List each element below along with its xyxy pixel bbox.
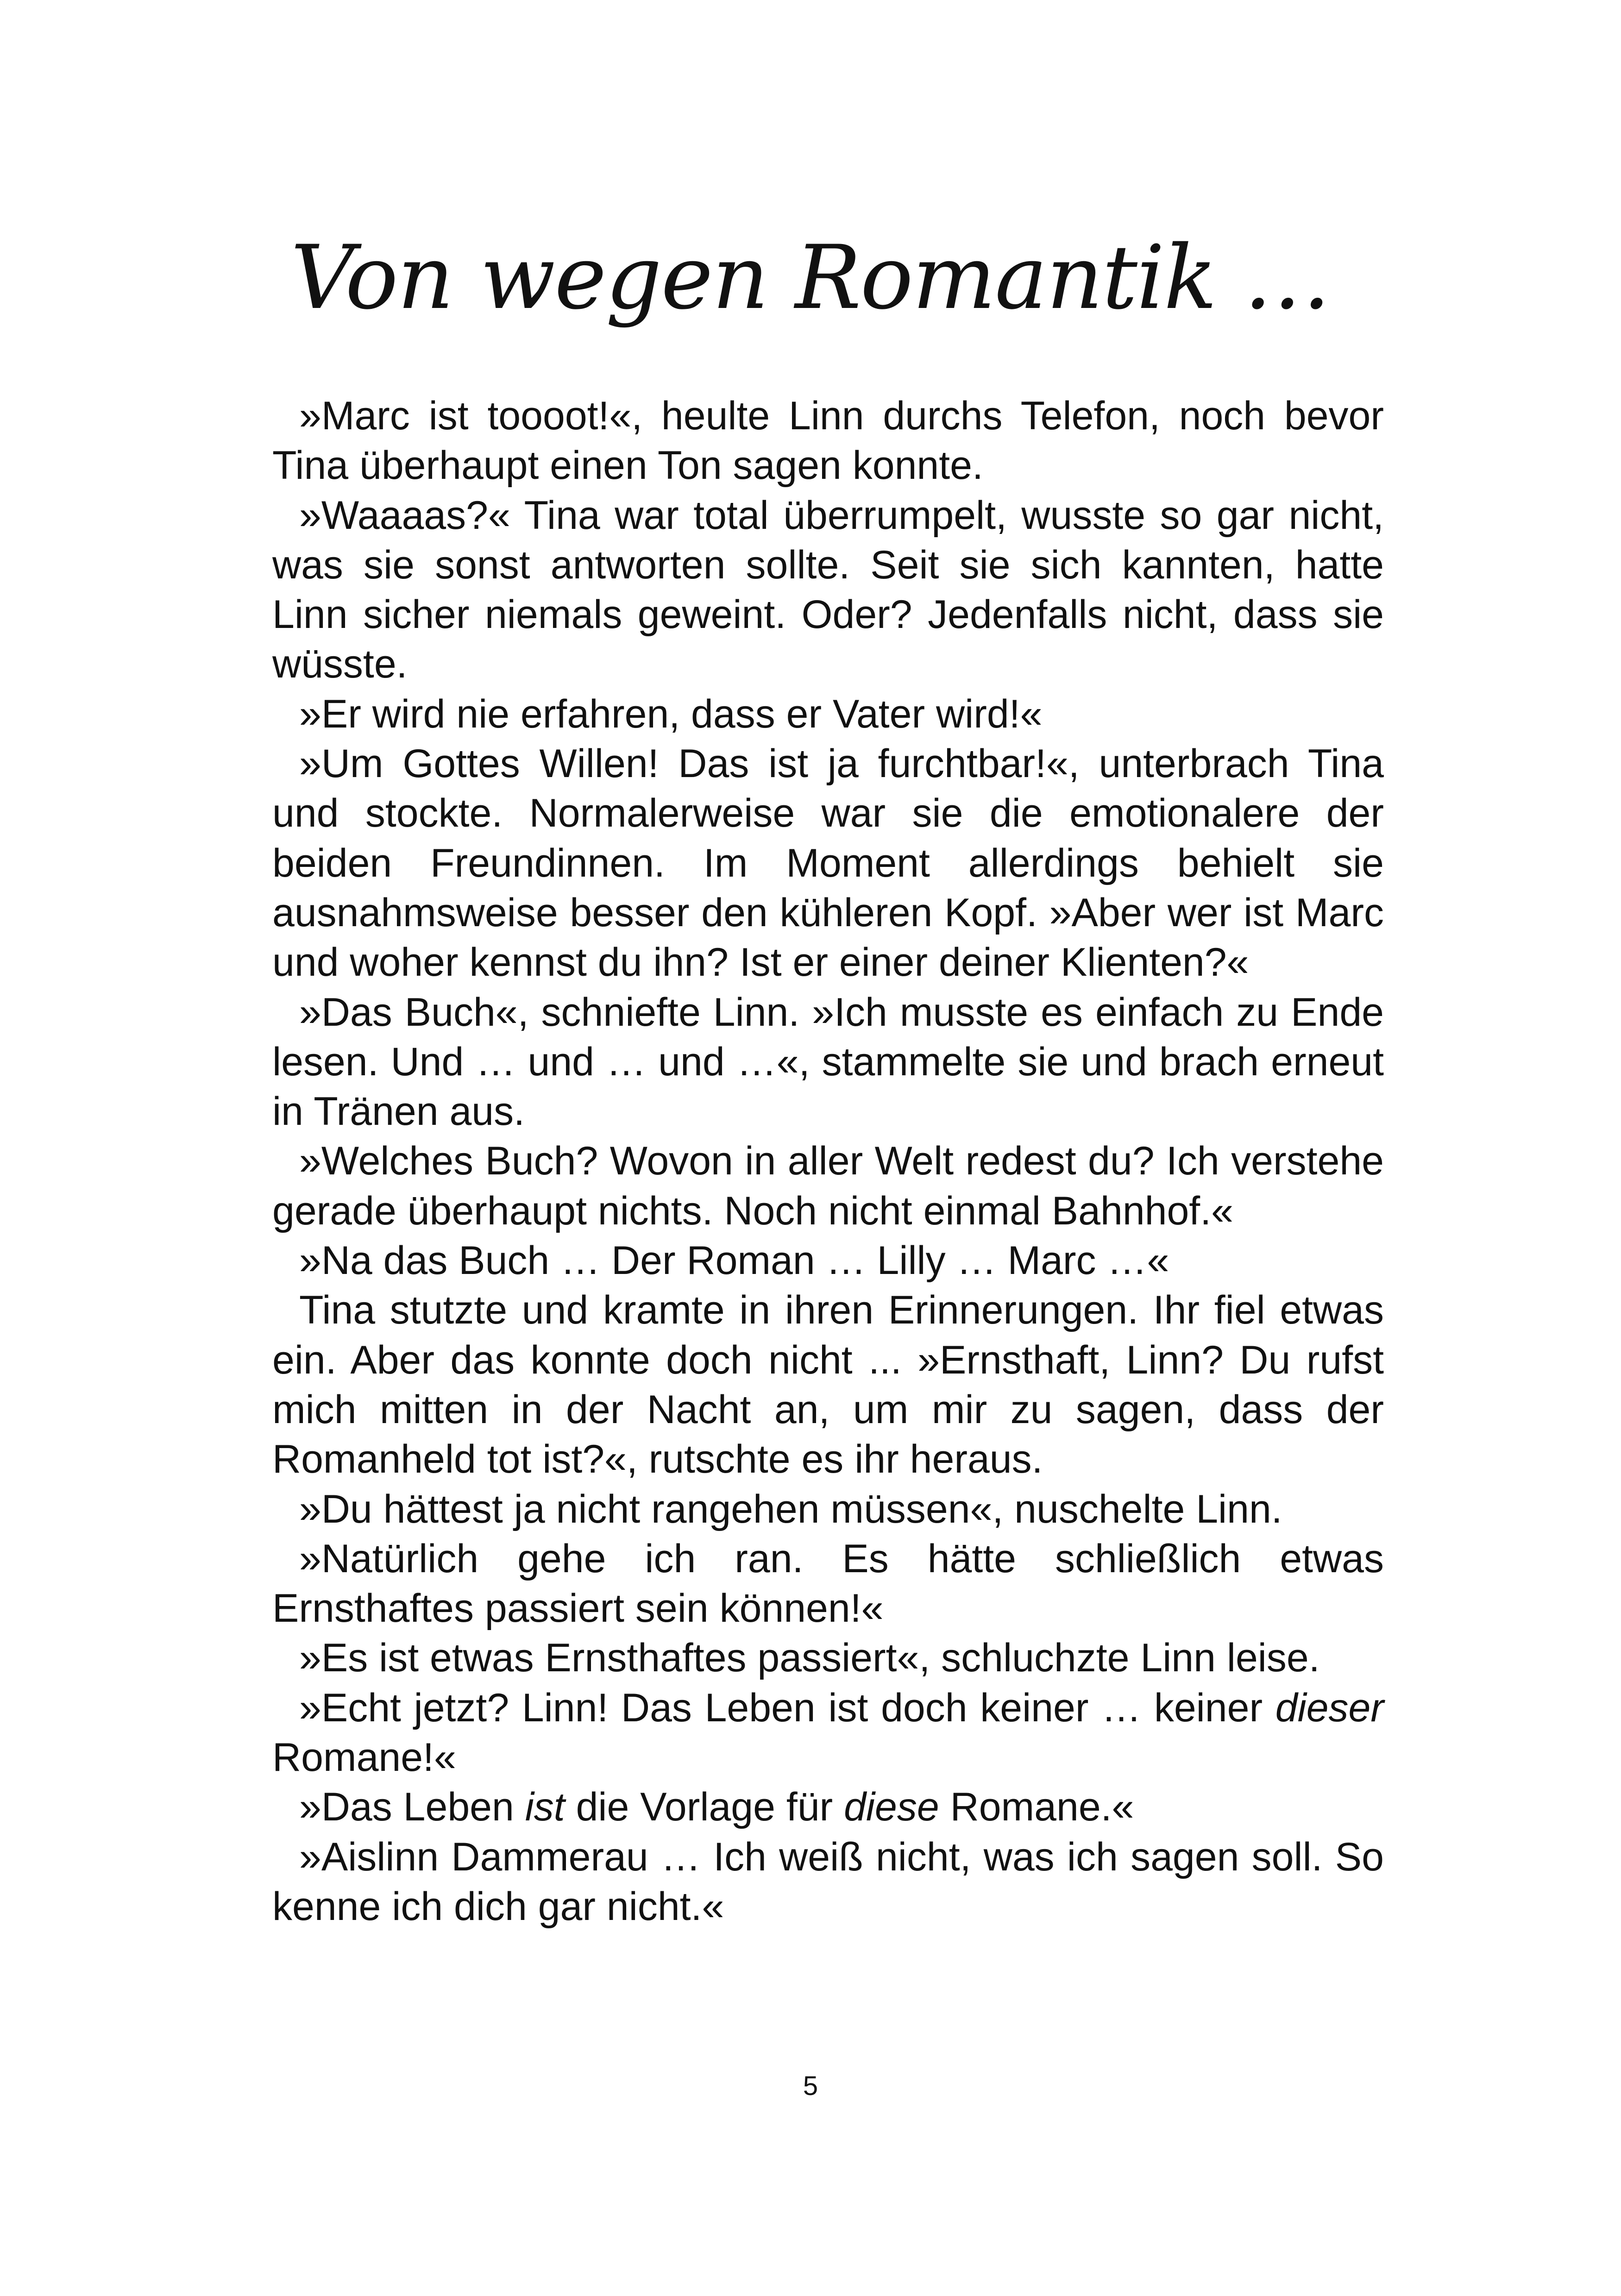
paragraph: [272, 1782, 1384, 1832]
emphasis-text: dieser: [1275, 1685, 1384, 1730]
text-segment: »Na das Buch … Der Roman … Lilly … Marc …«: [299, 1238, 1169, 1283]
emphasis-text: ist: [525, 1785, 565, 1830]
text-segment: »Er wird nie erfahren, dass er Vater wird!«: [299, 691, 1043, 736]
text-segment: »Um Gottes Willen! Das ist ja furchtbar!«, unterbrach Tina und stockte. Normalerweise war sie die emotionalere der beiden Freundinnen. Im Moment allerdings behielt sie ausnahmsweise besser den kühleren Kopf. »Aber wer ist Marc und woher kennst du ihn? Ist er einer deiner Klienten?«: [272, 741, 1384, 985]
text-segment: »Marc ist toooot!«, heulte Linn durchs Telefon, noch bevor Tina überhaupt einen Ton sagen konnte.: [272, 394, 1384, 488]
paragraph: [272, 1485, 1384, 1534]
text-segment: »Waaaas?« Tina war total überrumpelt, wusste so gar nicht, was sie sonst antworten sollte. Seit sie sich kannten, hatte Linn sicher niemals geweint. Oder? Jedenfalls nicht, dass sie wüsste.: [272, 493, 1384, 687]
text-segment: »Aislinn Dammerau … Ich weiß nicht, was ich sagen soll. So kenne ich dich gar nicht.«: [272, 1834, 1384, 1929]
page-number: 5: [803, 2071, 818, 2101]
paragraph: [272, 1683, 1384, 1783]
text-segment: »Du hättest ja nicht rangehen müssen«, nuschelte Linn.: [299, 1487, 1282, 1531]
text-segment: »Es ist etwas Ernsthaftes passiert«, schluchzte Linn leise.: [299, 1636, 1320, 1681]
text-segment: »Echt jetzt? Linn! Das Leben ist doch keiner … keiner: [299, 1685, 1275, 1730]
paragraph: [272, 391, 1384, 491]
text-segment: die Vorlage für: [565, 1785, 844, 1830]
text-segment: Romane!«: [272, 1735, 456, 1780]
text-segment: »Das Buch«, schniefte Linn. »Ich musste es einfach zu Ende lesen. Und … und … und …«, stammelte sie und brach erneut in Tränen aus.: [272, 990, 1384, 1134]
emphasis-text: diese: [844, 1785, 939, 1830]
paragraph: [272, 491, 1384, 690]
paragraph: [272, 1534, 1384, 1634]
chapter-body: [272, 391, 1384, 1932]
paragraph: [272, 988, 1384, 1137]
paragraph: [272, 690, 1384, 739]
text-segment: »Das Leben: [299, 1785, 525, 1830]
paragraph: [272, 1633, 1384, 1683]
paragraph: [272, 1236, 1384, 1286]
text-segment: »Welches Buch? Wovon in aller Welt redest du? Ich verstehe gerade überhaupt nichts. Noch nicht einmal Bahnhof.«: [272, 1139, 1384, 1233]
text-segment: Tina stutzte und kramte in ihren Erinnerungen. Ihr fiel etwas ein. Aber das konnte doch nicht ... »Ernsthaft, Linn? Du rufst mich mitten in der Nacht an, um mir zu sagen, dass der Romanheld tot ist?«, rutschte es ihr heraus.: [272, 1288, 1384, 1482]
paragraph: [272, 1286, 1384, 1484]
chapter-title: Von wegen Romantik …: [290, 226, 1331, 329]
text-segment: »Natürlich gehe ich ran. Es hätte schließlich etwas Ernsthaftes passiert sein können!«: [272, 1536, 1384, 1631]
paragraph: [272, 1136, 1384, 1236]
paragraph: [272, 1832, 1384, 1932]
paragraph: [272, 739, 1384, 987]
text-segment: Romane.«: [939, 1785, 1134, 1830]
